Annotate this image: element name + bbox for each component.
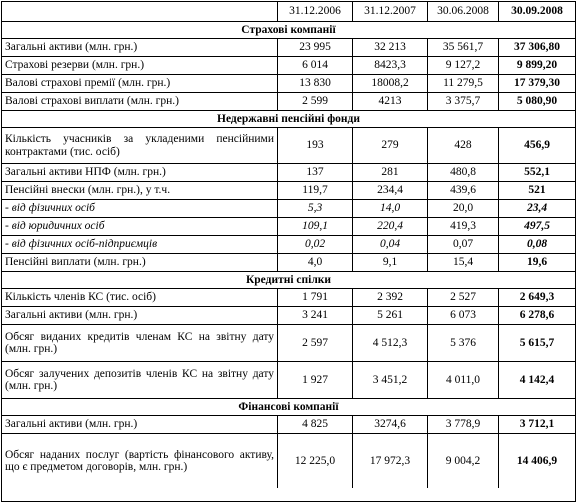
- value-cell: 5 261: [353, 307, 428, 325]
- row-label: [2, 434, 278, 488]
- value-cell: 0,04: [353, 236, 428, 254]
- value-cell: 0,08: [499, 236, 575, 254]
- value-cell: 279: [353, 128, 428, 164]
- column-header: 31.12.2007: [353, 2, 428, 22]
- value-cell: 2 649,3: [499, 289, 575, 307]
- value-cell: 109,1: [278, 218, 353, 236]
- value-cell: 2 527: [428, 289, 499, 307]
- row-label: Пенсійні виплати (млн. грн.): [2, 254, 278, 272]
- value-cell: 17 379,30: [499, 75, 575, 93]
- row-label: Валові страхові премії (млн. грн.): [2, 75, 278, 93]
- value-cell: 193: [278, 128, 353, 164]
- row-label: Кількість членів КС (тис. осіб): [2, 289, 278, 307]
- row-label: - від фізичних осіб-підприємців: [2, 236, 278, 254]
- row-label: [2, 128, 278, 164]
- column-header: 30.09.2008: [499, 2, 575, 22]
- row-label: Загальні активи (млн. грн.): [2, 416, 278, 434]
- value-cell: 4 512,3: [353, 325, 428, 362]
- value-cell: 15,4: [428, 254, 499, 272]
- value-cell: 439,6: [428, 182, 499, 200]
- value-cell: 4213: [353, 93, 428, 111]
- value-cell: 3 241: [278, 307, 353, 325]
- column-header: 30.06.2008: [428, 2, 499, 22]
- value-cell: 480,8: [428, 164, 499, 182]
- value-cell: 456,9: [499, 128, 575, 164]
- value-cell: 6 073: [428, 307, 499, 325]
- value-cell: 234,4: [353, 182, 428, 200]
- value-cell: 19,6: [499, 254, 575, 272]
- row-label: - від фізичних осіб: [2, 200, 278, 218]
- value-cell: 4,0: [278, 254, 353, 272]
- value-cell: 12 225,0: [278, 434, 353, 488]
- value-cell: 11 279,5: [428, 75, 499, 93]
- value-cell: 23,4: [499, 200, 575, 218]
- header-corner: [2, 2, 278, 22]
- value-cell: 552,1: [499, 164, 575, 182]
- value-cell: 5 615,7: [499, 325, 575, 362]
- statistics-table: [1, 1, 576, 502]
- value-cell: 5 376: [428, 325, 499, 362]
- value-cell: 281: [353, 164, 428, 182]
- section-title: Недержавні пенсійні фонди: [2, 111, 575, 128]
- value-cell: 3 712,1: [499, 416, 575, 434]
- value-cell: 1 927: [278, 362, 353, 399]
- value-cell: 32 213: [353, 39, 428, 57]
- value-cell: 220,4: [353, 218, 428, 236]
- value-cell: 9,1: [353, 254, 428, 272]
- value-cell: 521: [499, 182, 575, 200]
- value-cell: 497,5: [499, 218, 575, 236]
- row-label: Загальні активи (млн. грн.): [2, 39, 278, 57]
- row-label: - від юридичних осіб: [2, 218, 278, 236]
- value-cell: 2 392: [353, 289, 428, 307]
- value-cell: 20,0: [428, 200, 499, 218]
- value-cell: 37 306,80: [499, 39, 575, 57]
- value-cell: 3274,6: [353, 416, 428, 434]
- row-label-text: Обсяг виданих кредитів членам КС на звітну дату (млн. грн.): [5, 330, 274, 355]
- value-cell: 8423,3: [353, 57, 428, 75]
- value-cell: 1 791: [278, 289, 353, 307]
- value-cell: 428: [428, 128, 499, 164]
- value-cell: 9 127,2: [428, 57, 499, 75]
- value-cell: 35 561,7: [428, 39, 499, 57]
- row-label-text: Кількість учасників за укладеними пенсійними контрактами (тис. осіб): [5, 133, 274, 158]
- value-cell: 14,0: [353, 200, 428, 218]
- row-label-text: Обсяг наданих послуг (вартість фінансового активу, що є предметом договорів, млн. грн.): [5, 448, 274, 473]
- row-label: Валові страхові виплати (млн. грн.): [2, 93, 278, 111]
- column-header: 31.12.2006: [278, 2, 353, 22]
- value-cell: 14 406,9: [516, 454, 558, 467]
- row-label: Страхові резерви (млн. грн.): [2, 57, 278, 75]
- row-label: Пенсійні внески (млн. грн.), у т.ч.: [2, 182, 278, 200]
- value-cell: 4 142,4: [499, 362, 575, 399]
- row-label: [2, 325, 278, 362]
- section-title: Кредитні спілки: [2, 272, 575, 289]
- value-cell: 23 995: [278, 39, 353, 57]
- value-cell: 4 825: [278, 416, 353, 434]
- value-cell: 419,3: [428, 218, 499, 236]
- value-cell: 2 597: [278, 325, 353, 362]
- value-cell: 6 278,6: [499, 307, 575, 325]
- value-cell: 3 375,7: [428, 93, 499, 111]
- value-cell: 3 451,2: [353, 362, 428, 399]
- value-cell: 17 972,3: [353, 434, 428, 488]
- section-title: Фінансові компанії: [2, 399, 575, 416]
- value-cell: 9 004,2: [428, 434, 499, 488]
- row-label: Загальні активи (млн. грн.): [2, 307, 278, 325]
- value-cell: 6 014: [278, 57, 353, 75]
- row-label-text: Обсяг залучених депозитів членів КС на звітну дату (млн. грн.): [5, 367, 274, 392]
- value-cell: 0,02: [278, 236, 353, 254]
- value-cell: 137: [278, 164, 353, 182]
- value-cell: 2 599: [278, 93, 353, 111]
- value-cell: 0,07: [428, 236, 499, 254]
- row-label: Загальні активи НПФ (млн. грн.): [2, 164, 278, 182]
- value-cell: 5,3: [278, 200, 353, 218]
- value-cell: 4 011,0: [428, 362, 499, 399]
- section-title: Страхові компанії: [2, 22, 575, 39]
- value-cell: 119,7: [278, 182, 353, 200]
- value-cell: 9 899,20: [499, 57, 575, 75]
- value-cell: 5 080,90: [499, 93, 575, 111]
- value-cell: 13 830: [278, 75, 353, 93]
- value-cell: 18008,2: [353, 75, 428, 93]
- row-label: [2, 362, 278, 399]
- value-cell: 3 778,9: [428, 416, 499, 434]
